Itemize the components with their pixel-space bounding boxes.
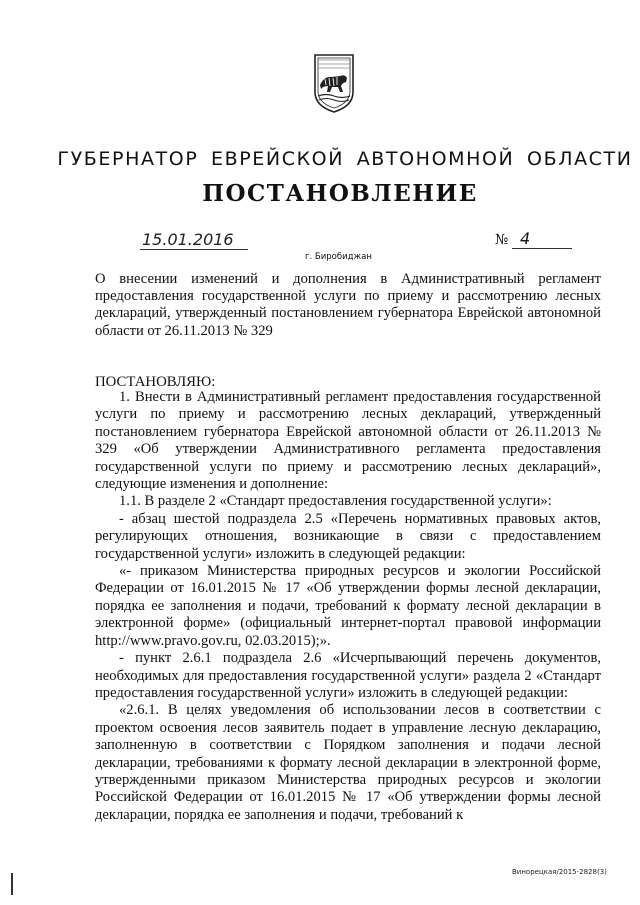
document-reference-code: Винорецкая/2015-2828(3) (512, 868, 607, 876)
paragraph: 1.1. В разделе 2 «Стандарт предоставления государственной услуги»: (119, 493, 552, 510)
document-body (95, 389, 601, 824)
paragraph: «- приказом Министерства природных ресурсов и экологии Российской Федерации от 16.01.2015 № 17 «Об утверждении формы лесной декларации, порядка ее заполнения и подачи, требований к формату лесной декларации в электронной форме» (официальный интернет-портал правовой информации http://www.pravo.gov.ru, 02.03.2015);». (95, 563, 601, 649)
document-subject: О внесении изменений и дополнения в Административный регламент предоставления государственной услуги по приему и рассмотрению лесных деклараций, утвержденный постановлением губернатора Еврейской автономной области от 26.11.2013 № 329 (95, 271, 601, 339)
document-number-block (495, 229, 572, 249)
coat-of-arms-emblem (312, 52, 356, 114)
document-number: 4 (512, 229, 572, 249)
paragraph: 1. Внести в Административный регламент предоставления государственной услуги по приему и рассмотрению лесных деклараций, утвержденный постановлением губернатора Еврейской автономной области от 26.11.2013 № 329 «Об утверждении Административного регламента предоставления государственной услуги по приему и рассмотрению лесных деклараций», следующие изменения и дополнение: (95, 389, 601, 493)
issuing-authority: ГУБЕРНАТОР ЕВРЕЙСКОЙ АВТОНОМНОЙ ОБЛАСТИ (57, 148, 633, 170)
document-date: 15.01.2016 (140, 230, 248, 250)
paragraph: «2.6.1. В целях уведомления об использовании лесов в соответствии с проектом освоения лесов заявитель подает в управление лесную декларацию, заполненную в соответствии с Порядком заполнения и подачи лесной декларации, требованиями к формату лесной декларации в электронной форме, утвержденными приказом Министерства природных ресурсов и экологии Российской Федерации от 16.01.2015 № 17 «Об утверждении формы лесной декларации, порядка ее заполнения и подачи, требований к (95, 702, 601, 823)
decree-word: ПОСТАНОВЛЯЮ: (95, 374, 216, 390)
paragraph: - пункт 2.6.1 подраздела 2.6 «Исчерпывающий перечень документов, необходимых для предоставления государственной услуги» раздела 2 «Стандарт предоставления государственной услуги» изложить в следующей редакции: (95, 650, 601, 701)
margin-mark (11, 873, 13, 895)
city-label: г. Биробиджан (305, 252, 372, 262)
document-type-title: ПОСТАНОВЛЕНИЕ (202, 180, 478, 207)
number-sign: № (495, 232, 509, 248)
paragraph: - абзац шестой подраздела 2.5 «Перечень нормативных правовых актов, регулирующих отношения, возникающие в связи с предоставлением государственной услуги» изложить в следующей редакции: (95, 510, 601, 562)
